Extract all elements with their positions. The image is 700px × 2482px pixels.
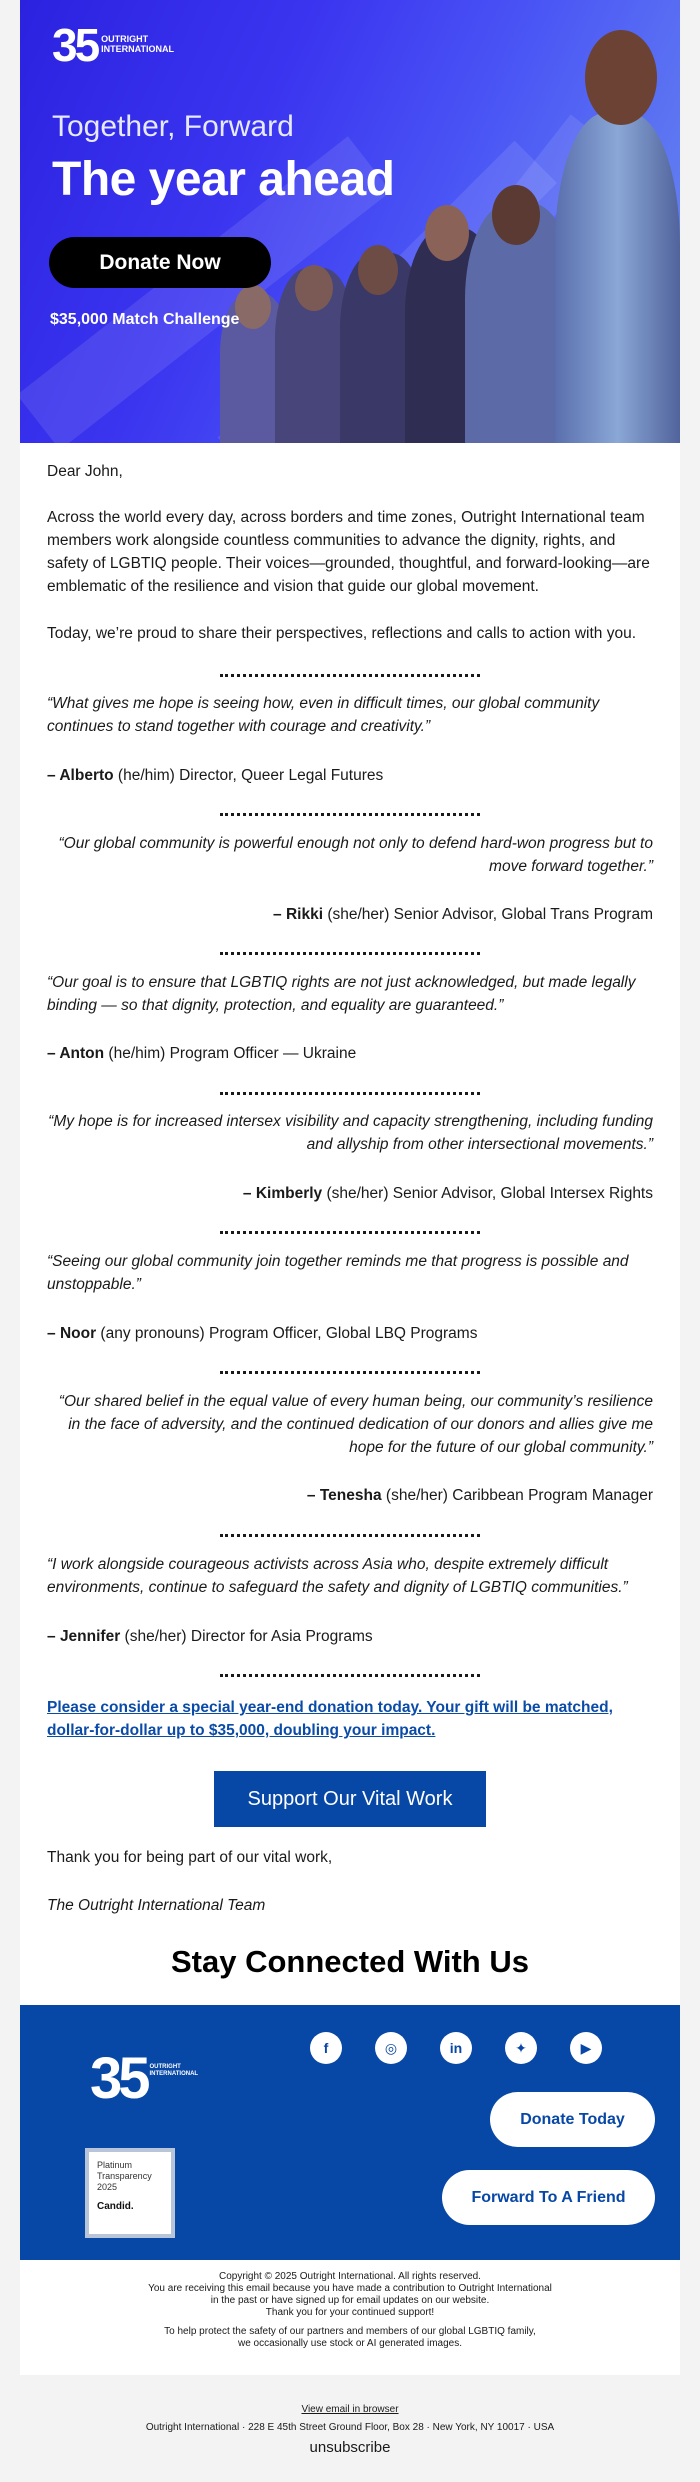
attribution-name	[47, 767, 114, 784]
quote-text: “Our global community is powerful enough not only to defend hard-won progress but to move forward together.”	[58, 835, 653, 875]
copyright-text: Copyright © 2025 Outright International. All rights reserved.	[219, 2271, 481, 2282]
greeting: Dear John,	[47, 463, 123, 480]
quote-attribution	[47, 1182, 653, 1205]
candid-line: 2025	[97, 2182, 118, 2192]
dotted-divider	[220, 1674, 480, 1677]
logo-org-name: OUTRIGHT INTERNATIONAL	[101, 34, 174, 54]
hero-people-photo	[200, 0, 680, 443]
logo-number: 35	[52, 19, 98, 71]
hero-logo	[52, 19, 181, 71]
quote-text: “I work alongside courageous activists across Asia who, despite extremely difficult environments, continue to safeguard the safety and dignity of LGBTIQ communities.”	[47, 1556, 628, 1596]
attribution-role: (she/her) Caribbean Program Manager	[381, 1487, 653, 1504]
quote-attribution	[47, 1042, 653, 1065]
dotted-divider	[220, 674, 480, 677]
quote-text: “Our shared belief in the equal value of every human being, our community’s resilience in the face of adversity, and the continued dedication of our donors and allies give me hope for the future of our global community.”	[58, 1393, 653, 1456]
attribution-name	[243, 1185, 322, 1202]
hero-banner	[20, 0, 680, 443]
quote-attribution	[47, 1322, 653, 1345]
attribution-role: (any pronouns) Program Officer, Global LBQ Programs	[96, 1325, 478, 1342]
mailing-address: Outright International · 228 E 45th Street Ground Floor, Box 28 · New York, NY 10017 · USA	[145, 2422, 555, 2433]
forward-to-friend-button[interactable]: Forward To A Friend	[442, 2170, 655, 2225]
attribution-role: (she/her) Senior Advisor, Global Intersex Rights	[322, 1185, 653, 1202]
youtube-icon[interactable]: ▶	[570, 2032, 602, 2064]
person-head	[358, 245, 398, 295]
footer-logo	[90, 2046, 199, 2111]
dotted-divider	[220, 1231, 480, 1234]
reason-text: Thank you for your continued support!	[265, 2307, 435, 2318]
quote-text: “Our goal is to ensure that LGBTIQ rights are not just acknowledged, but made legally binding — so that dignity, protection, and equality are guaranteed.”	[47, 974, 636, 1014]
dotted-divider	[220, 813, 480, 816]
attribution-dash: –	[47, 767, 60, 784]
attribution-dash: –	[47, 1325, 60, 1342]
quote-attribution	[47, 764, 653, 787]
attribution-person: Noor	[59, 1325, 97, 1342]
attribution-dash: –	[306, 1487, 320, 1504]
candid-transparency-seal	[85, 2148, 175, 2238]
person-figure	[555, 113, 680, 443]
today-paragraph: Today, we’re proud to share their perspectives, reflections and calls to action with you.	[47, 625, 637, 642]
attribution-role: (he/him) Program Officer — Ukraine	[104, 1045, 357, 1062]
quote-text: “What gives me hope is seeing how, even in difficult times, our global community continues to stand together with courage and creativity.”	[47, 695, 600, 735]
attribution-person: Jennifer	[59, 1628, 121, 1645]
attribution-person: Anton	[59, 1045, 105, 1062]
footer	[20, 2005, 680, 2260]
donate-now-button[interactable]: Donate Now	[49, 237, 271, 288]
attribution-name	[47, 1628, 120, 1645]
attribution-person: Kimberly	[255, 1185, 323, 1202]
attribution-name	[273, 906, 323, 923]
logo-org-name: OUTRIGHT INTERNATIONAL	[149, 2064, 199, 2078]
attribution-role: (she/her) Director for Asia Programs	[120, 1628, 373, 1645]
person-head	[585, 30, 657, 125]
dotted-divider	[220, 1534, 480, 1537]
donate-today-button[interactable]: Donate Today	[490, 2092, 655, 2147]
candid-brand: Candid.	[97, 2201, 134, 2212]
safety-text: we occasionally use stock or AI generated images.	[237, 2338, 462, 2349]
social-links	[310, 2032, 602, 2064]
quote-attribution	[47, 903, 653, 926]
attribution-name	[307, 1487, 382, 1504]
person-head	[235, 285, 271, 329]
bluesky-icon[interactable]: ✦	[505, 2032, 537, 2064]
year-end-donation-link[interactable]: Please consider a special year-end donation today. Your gift will be matched, dollar-for-dollar up to $35,000, doubling your impact.	[47, 1699, 613, 1739]
attribution-person: Rikki	[285, 906, 324, 923]
hero-title: The year ahead	[52, 153, 395, 206]
unsubscribe-link[interactable]: unsubscribe	[309, 2439, 391, 2456]
match-challenge-text: $35,000 Match Challenge	[50, 311, 240, 328]
candid-line: Platinum	[97, 2160, 133, 2170]
person-head	[425, 205, 469, 261]
stay-connected-heading: Stay Connected With Us	[171, 1944, 529, 1979]
attribution-dash: –	[242, 1185, 256, 1202]
attribution-role: (he/him) Director, Queer Legal Futures	[113, 767, 384, 784]
thanks-text: Thank you for being part of our vital work,	[47, 1849, 333, 1866]
attribution-person: Tenesha	[319, 1487, 382, 1504]
quote-attribution	[47, 1484, 653, 1507]
safety-text: To help protect the safety of our partners and members of our global LGBTIQ family,	[164, 2326, 536, 2337]
support-our-vital-work-button[interactable]: Support Our Vital Work	[214, 1771, 486, 1827]
legal-notice	[20, 2271, 680, 2319]
quote-text: “Seeing our global community join together reminds me that progress is possible and unstoppable.”	[47, 1253, 629, 1293]
attribution-dash: –	[273, 906, 286, 923]
attribution-dash: –	[47, 1628, 60, 1645]
facebook-icon[interactable]: f	[310, 2032, 342, 2064]
attribution-person: Alberto	[59, 767, 114, 784]
attribution-role: (she/her) Senior Advisor, Global Trans Program	[323, 906, 653, 923]
attribution-name	[47, 1325, 96, 1342]
hero-subtitle: Together, Forward	[52, 110, 294, 143]
instagram-icon[interactable]: ◎	[375, 2032, 407, 2064]
person-head	[295, 265, 333, 311]
email-body	[20, 0, 680, 2375]
view-in-browser-link[interactable]: View email in browser	[301, 2404, 399, 2415]
quote-text: “My hope is for increased intersex visibility and capacity strengthening, including funding and allyship from other intersectional movements.”	[48, 1113, 653, 1153]
dotted-divider	[220, 1092, 480, 1095]
attribution-dash: –	[47, 1045, 60, 1062]
linkedin-icon[interactable]: in	[440, 2032, 472, 2064]
logo-number: 35	[90, 2046, 147, 2111]
dotted-divider	[220, 1371, 480, 1374]
quote-attribution	[47, 1625, 653, 1648]
attribution-name	[47, 1045, 104, 1062]
person-head	[492, 185, 540, 245]
dotted-divider	[220, 952, 480, 955]
safety-notice	[20, 2326, 680, 2350]
intro-paragraph: Across the world every day, across borders and time zones, Outright International team members work alongside countless communities to advance the dignity, rights, and safety of LGBTIQ people. Their voices—grounded, thoughtful, and forward-looking—are emblematic of the resilience and vision that guide our global movement.	[47, 509, 650, 595]
reason-text: in the past or have signed up for email updates on our website.	[210, 2295, 490, 2306]
candid-line: Transparency	[97, 2171, 152, 2181]
reason-text: You are receiving this email because you have made a contribution to Outright International	[148, 2283, 552, 2294]
signature: The Outright International Team	[47, 1897, 266, 1914]
